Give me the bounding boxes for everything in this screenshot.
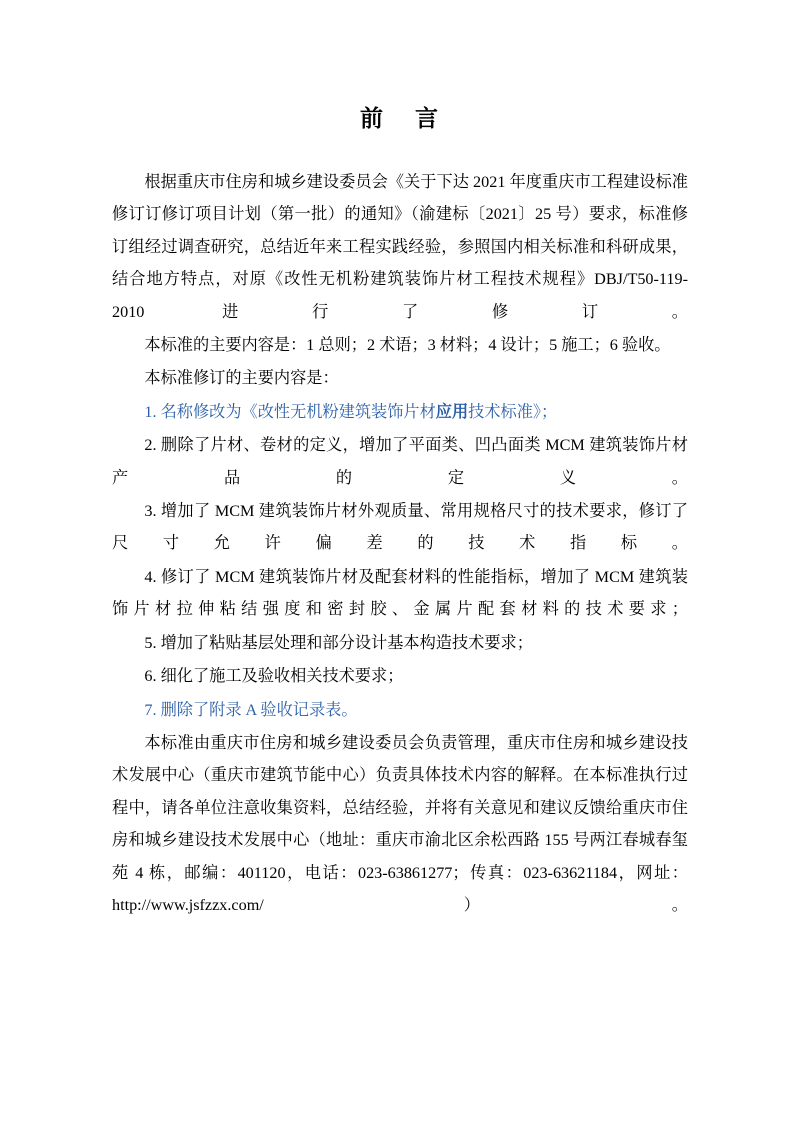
paragraph-main-content: 本标准的主要内容是：1 总则；2 术语；3 材料；4 设计；5 施工；6 验收。 bbox=[144, 336, 671, 355]
item-1-prefix: 1. 名称修改为《改性无机粉建筑装饰片材 bbox=[144, 402, 436, 421]
paragraph-item-5: 5. 增加了粘贴基层处理和部分设计基本构造技术要求； bbox=[144, 633, 533, 652]
paragraph-item-3: 3. 增加了 MCM 建筑装饰片材外观质量、常用规格尺寸的技术要求，修订了尺寸允许偏差的技术指标。 bbox=[112, 502, 688, 553]
paragraph-origin: 根据重庆市住房和城乡建设委员会《关于下达 2021 年度重庆市工程建设标准修订订修订项目计划（第一批）的通知》（渝建标〔2021〕25 号）要求，标准修订组经过调查研究，总结近年来工程实践经验，参照国内相关标准和科研成果，结合地方特点，对原《改性无机粉建筑装饰片材工程技术规程》DBJ/T50-119-2010 进行了修订。 bbox=[112, 173, 688, 321]
paragraph-revision-lead: 本标准修订的主要内容是： bbox=[144, 369, 339, 388]
paragraph-item-4: 4. 修订了 MCM 建筑装饰片材及配套材料的性能指标，增加了 MCM 建筑装饰片材拉伸粘结强度和密封胶、金属片配套材料的技术要求； bbox=[112, 567, 688, 619]
page-title-second-char: 言 bbox=[415, 106, 440, 131]
document-body bbox=[112, 166, 688, 921]
item-1-suffix: 技术标准》； bbox=[468, 402, 558, 421]
paragraph-item-2: 2. 删除了片材、卷材的定义，增加了平面类、凹凸面类 MCM 建筑装饰片材产品的定义。 bbox=[112, 436, 688, 487]
item-1-emphasis: 应用 bbox=[435, 402, 469, 421]
paragraph-item-7: 7. 删除了附录 A 验收记录表。 bbox=[144, 700, 358, 719]
paragraph-item-6: 6. 细化了施工及验收相关技术要求； bbox=[144, 667, 404, 686]
page-title bbox=[112, 0, 688, 133]
paragraph-management: 本标准由重庆市住房和城乡建设委员会负责管理，重庆市住房和城乡建设技术发展中心（重庆市建筑节能中心）负责具体技术内容的解释。在本标准执行过程中，请各单位注意收集资料，总结经验，并将有关意见和建议反馈给重庆市住房和城乡建设技术发展中心（地址：重庆市渝北区余松西路 155 号两江春城春玺苑 4 栋，邮编：401120，电话：023-63861277；传真：023-63621184，网址：http://www.jsfzzx.com/）。 bbox=[112, 733, 688, 914]
page-title-first-char: 前 bbox=[360, 106, 385, 131]
paragraph-item-1 bbox=[112, 396, 688, 428]
